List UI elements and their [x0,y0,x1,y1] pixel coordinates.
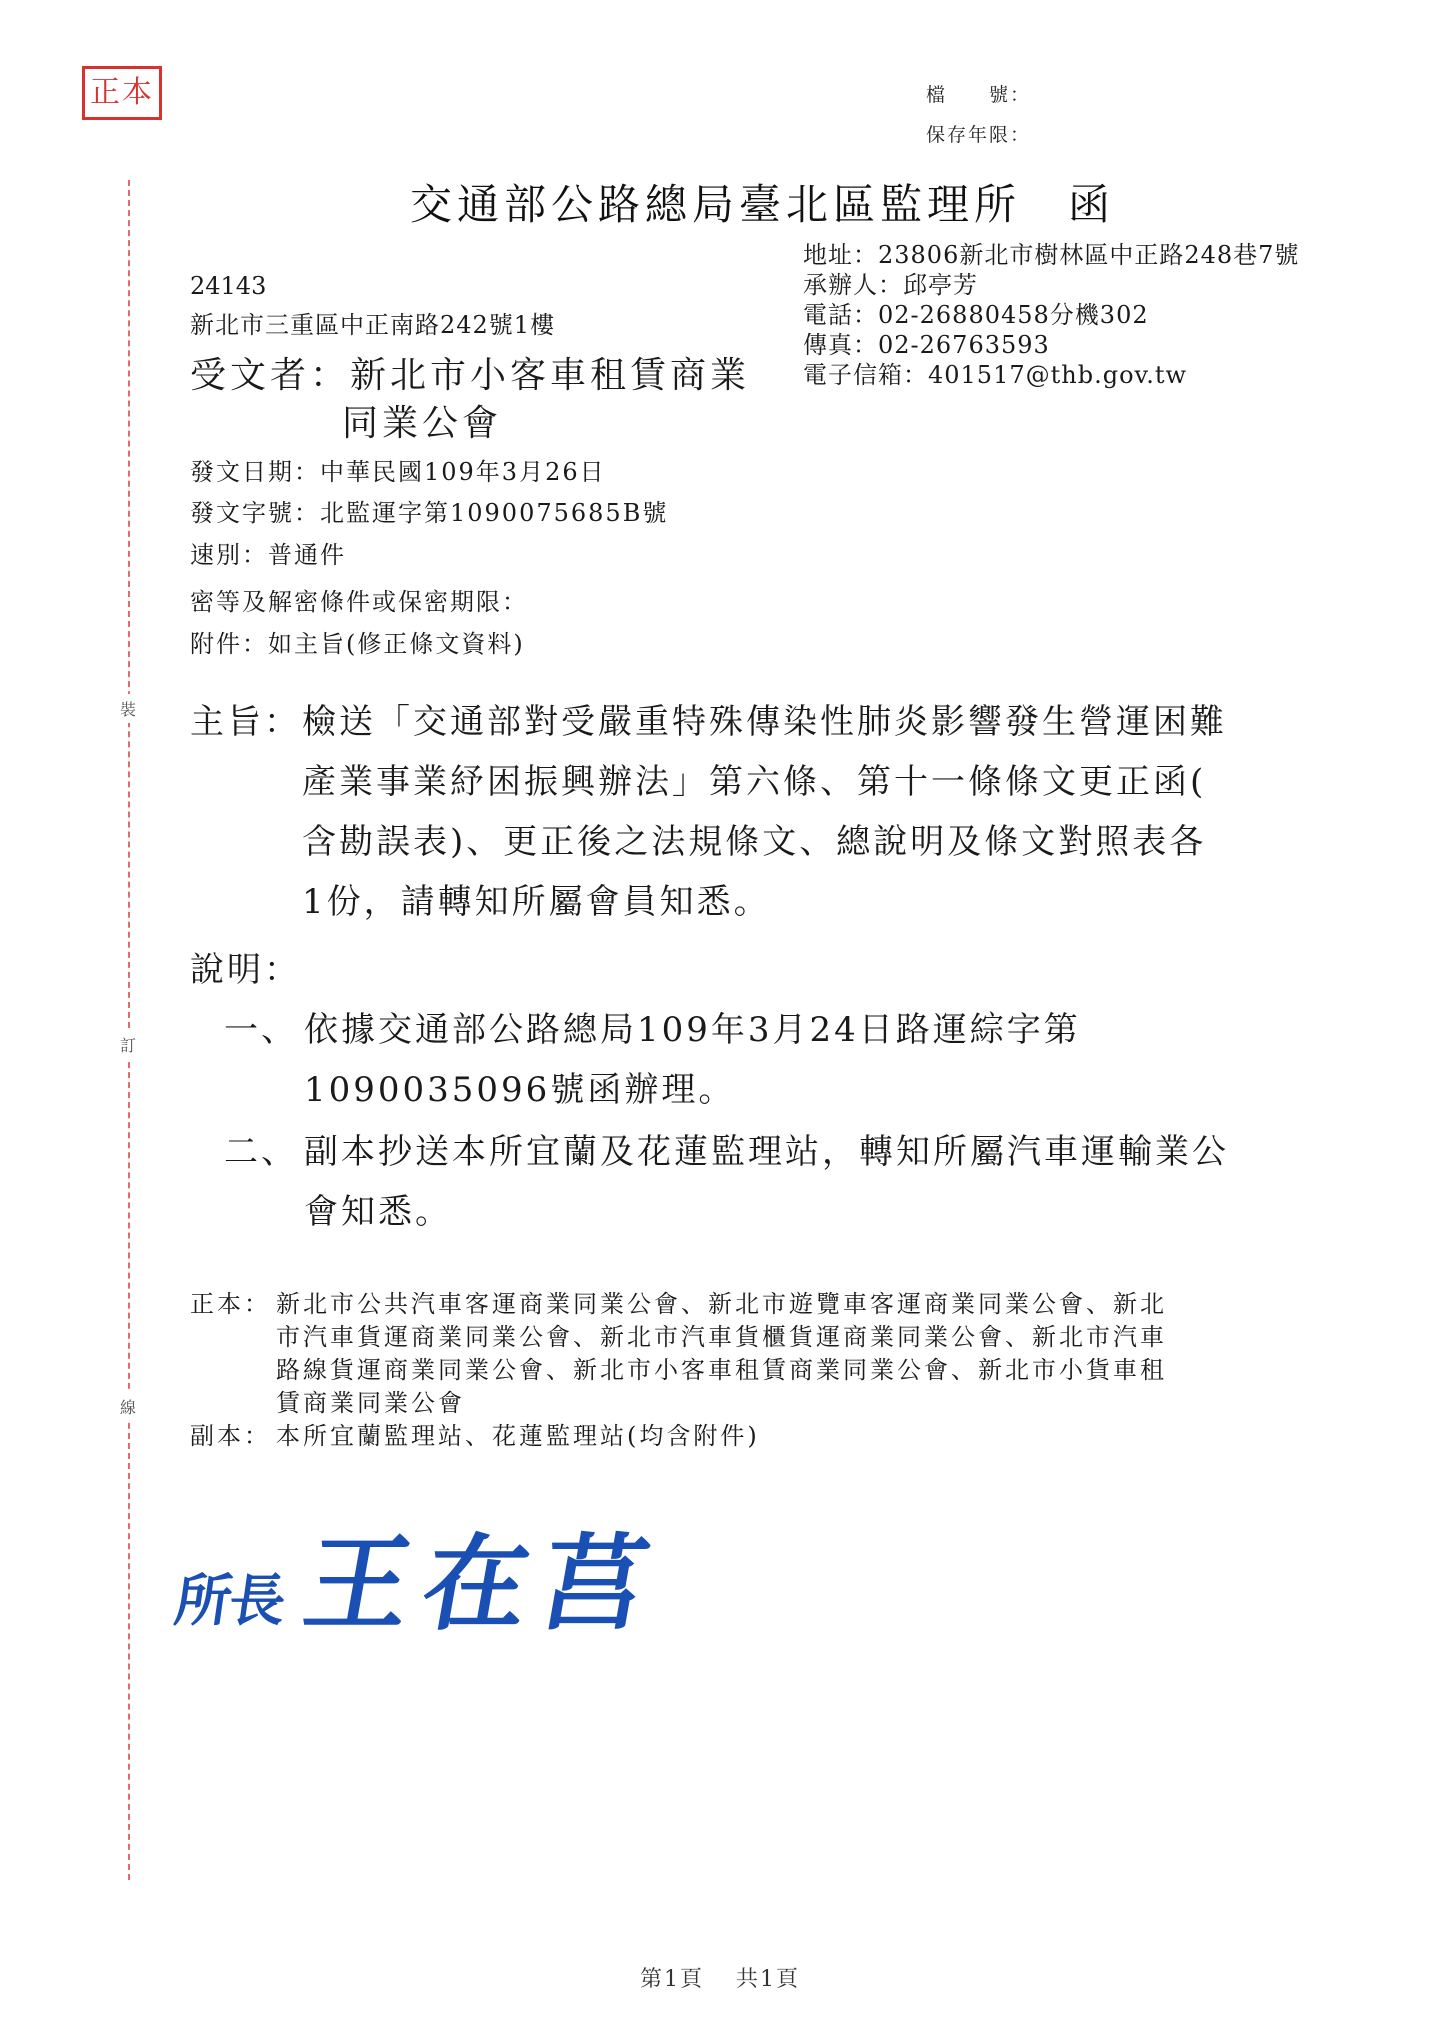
signature-name: 王在莒 [295,1522,672,1645]
page-total: 共1頁 [736,1967,800,1992]
retention-label: 保存年限： [926,124,1032,146]
delivery-speed: 速別：普通件 [190,541,346,569]
subject-line: 含勘誤表)、更正後之法規條文、總說明及條文對照表各 [302,822,1207,862]
page-footer [0,1962,1440,1993]
original-recipients-label: 正本： [190,1290,271,1318]
attachment-info: 附件：如主旨(修正條文資料) [190,630,525,658]
receiver-zip: 24143 [190,272,267,300]
recipient-label: 受文者： [190,355,351,396]
recipient-name-line1: 新北市小客車租賃商業 [350,355,751,396]
explanation-label: 說明： [190,950,301,990]
sender-email: 電子信箱：401517@thb.gov.tw [803,361,1188,389]
item-line: 副本抄送本所宜蘭及花蓮監理站，轉知所屬汽車運輸業公 [304,1132,1229,1172]
original-recipients: 新北市公共汽車客運商業同業公會、新北市遊覽車客運商業同業公會、新北 市汽車貨運商業同業公會、新北市汽車貨櫃貨運商業同業公會、新北市汽車 路線貨運商業同業公會、新北市小客車租賃商業同業公會、新北市小貨車租 賃商業同業公會 [276,1290,1167,1417]
recipient-block [190,352,750,448]
copy-recipients-label: 副本： [190,1422,271,1450]
document-title: 交通部公路總局臺北區監理所 函 [410,180,1116,229]
issue-date: 發文日期：中華民國109年3月26日 [190,458,606,486]
item-number: 一、 [224,1010,298,1050]
explanation-item-1 [224,1000,1081,1120]
receiver-address: 新北市三重區中正南路242號1樓 [190,311,556,339]
sender-contact [803,240,1299,390]
sender-fax: 傳真：02-26763593 [803,331,1050,359]
director-signature [170,1500,672,1650]
subject-line: 產業事業紓困振興辦法」第六條、第十一條條文更正函( [302,762,1207,802]
distribution-section [190,1288,1326,1453]
recipient-name-line2: 同業公會 [342,403,503,444]
item-number: 二、 [224,1132,298,1172]
binding-mark-xian: 線 [120,1392,136,1421]
sender-address: 地址：23806新北市樹林區中正路248巷7號 [803,241,1300,269]
subject-line: 檢送「交通部對受嚴重特殊傳染性肺炎影響發生營運困難 [302,702,1227,742]
subject-line: 1份，請轉知所屬會員知悉。 [302,882,771,922]
binding-mark-zhuang: 裝 [120,694,136,723]
item-line: 會知悉。 [304,1192,452,1232]
subject-section [190,692,1227,932]
item-line: 1090035096號函辦理。 [304,1070,736,1110]
original-copy-stamp: 正本 [82,66,162,120]
subject-label: 主旨： [190,702,301,742]
document-number: 發文字號：北監運字第1090075685B號 [190,499,669,527]
page-number: 第1頁 [640,1967,704,1992]
explanation-item-2 [224,1122,1229,1242]
copy-recipients: 本所宜蘭監理站、花蓮監理站(均含附件) [276,1422,760,1450]
file-number-label: 檔 號： [926,84,1032,106]
signature-title: 所長 [170,1568,289,1634]
binding-mark-ding: 訂 [120,1030,136,1059]
sender-phone: 電話：02-26880458分機302 [803,301,1149,329]
sender-handler: 承辦人：邱亭芳 [803,271,978,299]
item-line: 依據交通部公路總局109年3月24日路運綜字第 [304,1010,1081,1050]
subject-text [302,692,1227,932]
secrecy-level: 密等及解密條件或保密期限： [190,588,528,616]
